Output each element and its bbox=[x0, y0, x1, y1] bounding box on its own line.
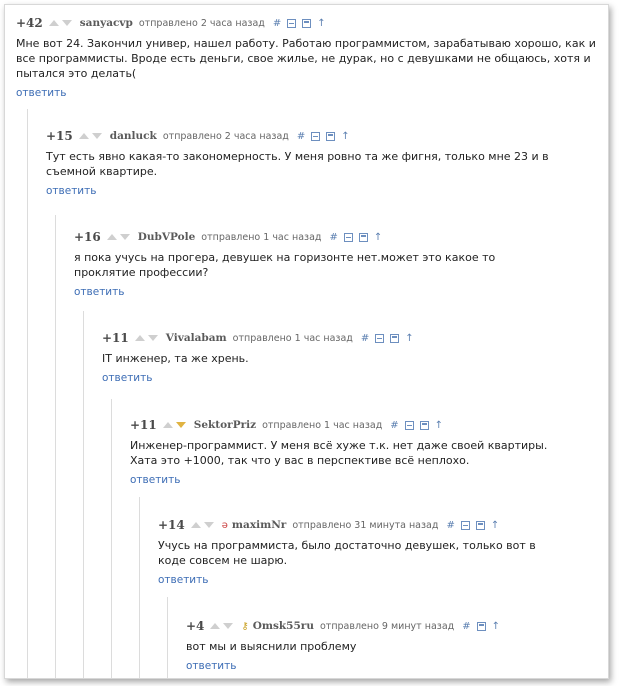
vote-down-icon[interactable] bbox=[92, 133, 102, 139]
comment-author[interactable]: SektorPriz bbox=[193, 419, 257, 431]
vote-down-icon[interactable] bbox=[148, 335, 158, 341]
comment-text: Мне вот 24. Закончил универ, нашел работу. Работаю программистом, зарабатываю хорошо, как и все программисты. Вроде есть деньги, свое жилье, не дурак, но с девушками не общаюсь, хотя и пытался это делать( bbox=[16, 37, 596, 80]
thread-line bbox=[111, 399, 112, 679]
comment bbox=[46, 127, 566, 198]
collapse-icon[interactable] bbox=[375, 334, 384, 343]
reply-link[interactable]: ответить bbox=[186, 660, 237, 672]
thread-line bbox=[83, 311, 84, 679]
collapse-icon[interactable] bbox=[461, 521, 470, 530]
comment-text: Инженер-программист. У меня всё хуже т.к. нет даже своей квартиры. Хата это +1000, так что у вас в перспективе всё неплохо. bbox=[130, 439, 548, 467]
permalink-hash-icon[interactable]: # bbox=[329, 231, 338, 243]
comment-header bbox=[74, 228, 544, 246]
parent-arrow-icon[interactable]: ↑ bbox=[373, 231, 383, 243]
comment-rating: +4 bbox=[186, 619, 205, 633]
comment-author[interactable]: Omsk55ru bbox=[252, 620, 314, 632]
comment-rating: +16 bbox=[74, 230, 101, 244]
save-icon[interactable] bbox=[302, 19, 311, 28]
reply-link[interactable]: ответить bbox=[158, 574, 209, 586]
comment-author[interactable]: danluck bbox=[109, 130, 157, 142]
comment-text: IT инженер, та же хрень. bbox=[102, 352, 249, 365]
comment bbox=[102, 329, 572, 385]
vote-up-icon[interactable] bbox=[135, 335, 145, 341]
comment-header bbox=[102, 329, 572, 347]
comment bbox=[130, 416, 550, 487]
comment-author[interactable]: Vivalabam bbox=[165, 332, 227, 344]
comment-author[interactable]: maximNr bbox=[231, 519, 287, 531]
vote-down-icon[interactable] bbox=[176, 422, 186, 428]
comment bbox=[186, 617, 586, 673]
comment-author[interactable]: DubVPole bbox=[137, 231, 196, 243]
reply-link[interactable]: ответить bbox=[102, 372, 153, 384]
save-icon[interactable] bbox=[420, 421, 429, 430]
comment bbox=[16, 14, 602, 100]
parent-arrow-icon[interactable]: ↑ bbox=[490, 519, 500, 531]
permalink-hash-icon[interactable]: # bbox=[446, 519, 455, 531]
reply-link[interactable]: ответить bbox=[16, 87, 67, 99]
user-badge-icon: ə bbox=[221, 519, 228, 531]
comment-time: отправлено 2 часа назад bbox=[138, 17, 265, 29]
save-icon[interactable] bbox=[359, 233, 368, 242]
comment-rating: +14 bbox=[158, 518, 185, 532]
collapse-icon[interactable] bbox=[287, 19, 296, 28]
permalink-hash-icon[interactable]: # bbox=[390, 419, 399, 431]
comment-time: отправлено 2 часа назад bbox=[162, 130, 289, 142]
comments-frame bbox=[4, 4, 609, 679]
comment-header bbox=[158, 516, 558, 534]
comment-header bbox=[16, 14, 602, 32]
collapse-icon[interactable] bbox=[405, 421, 414, 430]
comment-text: Учусь на программиста, было достаточно девушек, только вот в коде совсем не шарю. bbox=[158, 539, 536, 567]
save-icon[interactable] bbox=[477, 622, 486, 631]
comment-text: вот мы и выяснили проблему bbox=[186, 640, 357, 653]
comment-rating: +15 bbox=[46, 129, 73, 143]
parent-arrow-icon[interactable]: ↑ bbox=[317, 17, 326, 29]
parent-arrow-icon[interactable]: ↑ bbox=[341, 130, 350, 142]
comment-text: Тут есть явно какая-то закономерность. У меня ровно та же фигня, только мне 23 и в съемной квартире. bbox=[46, 150, 549, 178]
thread-line bbox=[55, 215, 56, 679]
vote-up-icon[interactable] bbox=[79, 133, 89, 139]
vote-down-icon[interactable] bbox=[223, 623, 233, 629]
thread-line bbox=[27, 109, 28, 679]
comment-time: отправлено 31 минута назад bbox=[292, 519, 439, 531]
comment-rating: +11 bbox=[102, 331, 129, 345]
vote-up-icon[interactable] bbox=[191, 522, 201, 528]
thread-line bbox=[167, 597, 168, 679]
collapse-icon[interactable] bbox=[344, 233, 353, 242]
permalink-hash-icon[interactable]: # bbox=[296, 130, 306, 142]
comment-time: отправлено 1 час назад bbox=[262, 419, 383, 431]
permalink-hash-icon[interactable]: # bbox=[462, 620, 471, 632]
parent-arrow-icon[interactable]: ↑ bbox=[405, 332, 414, 344]
comment-rating: +11 bbox=[130, 418, 157, 432]
permalink-hash-icon[interactable]: # bbox=[360, 332, 370, 344]
vote-up-icon[interactable] bbox=[163, 422, 173, 428]
comment-header bbox=[46, 127, 566, 145]
comment-header bbox=[130, 416, 550, 434]
reply-link[interactable]: ответить bbox=[46, 185, 97, 197]
thread-line bbox=[139, 497, 140, 679]
collapse-icon[interactable] bbox=[311, 132, 320, 141]
save-icon[interactable] bbox=[326, 132, 335, 141]
parent-arrow-icon[interactable]: ↑ bbox=[434, 419, 444, 431]
comment-time: отправлено 9 минут назад bbox=[319, 620, 455, 632]
comment-header bbox=[186, 617, 586, 635]
comment-text: я пока учусь на прогера, девушек на горизонте нет.может это какое то проклятие профессии? bbox=[74, 251, 496, 279]
permalink-hash-icon[interactable]: # bbox=[272, 17, 282, 29]
reply-link[interactable]: ответить bbox=[130, 474, 181, 486]
vote-down-icon[interactable] bbox=[62, 20, 72, 26]
comment-time: отправлено 1 час назад bbox=[232, 332, 353, 344]
comment-time: отправлено 1 час назад bbox=[201, 231, 322, 243]
reply-link[interactable]: ответить bbox=[74, 286, 125, 298]
vote-up-icon[interactable] bbox=[107, 234, 117, 240]
user-badge-icon: ⚷ bbox=[241, 620, 249, 632]
comment bbox=[158, 516, 558, 587]
vote-up-icon[interactable] bbox=[49, 20, 59, 26]
comment bbox=[74, 228, 544, 299]
comment-author[interactable]: sanyacvp bbox=[79, 17, 133, 29]
save-icon[interactable] bbox=[476, 521, 485, 530]
parent-arrow-icon[interactable]: ↑ bbox=[491, 620, 500, 632]
vote-down-icon[interactable] bbox=[204, 522, 214, 528]
save-icon[interactable] bbox=[390, 334, 399, 343]
vote-down-icon[interactable] bbox=[120, 234, 130, 240]
vote-up-icon[interactable] bbox=[210, 623, 220, 629]
comment-rating: +42 bbox=[16, 16, 43, 30]
